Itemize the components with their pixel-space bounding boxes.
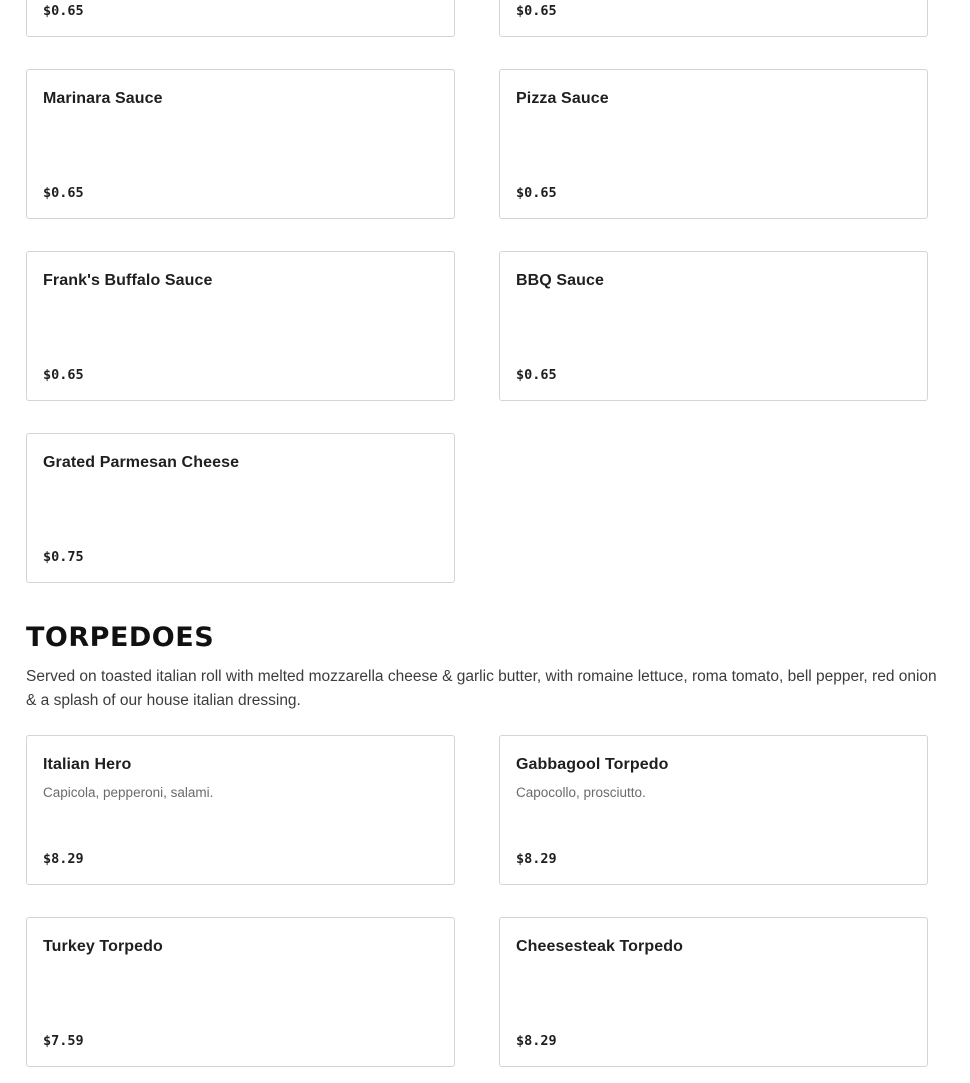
menu-item-name: Turkey Torpedo xyxy=(43,938,163,955)
menu-item-price: $7.59 xyxy=(43,1033,84,1049)
section-title: TORPEDOES xyxy=(26,622,215,653)
menu-item-name: Gabbagool Torpedo xyxy=(516,756,669,773)
menu-item-name: Pizza Sauce xyxy=(516,90,609,107)
menu-item-price: $0.65 xyxy=(43,367,84,383)
menu-item-card[interactable] xyxy=(26,917,455,1067)
menu-item-card[interactable] xyxy=(26,433,455,583)
menu-item-price: $0.65 xyxy=(43,185,84,201)
menu-item-card[interactable] xyxy=(499,917,928,1067)
menu-item-name: Frank's Buffalo Sauce xyxy=(43,272,213,289)
menu-item-price: $0.75 xyxy=(43,549,84,565)
menu-item-price: $0.65 xyxy=(516,3,557,19)
menu-item-card[interactable] xyxy=(26,69,455,219)
menu-item-card[interactable] xyxy=(26,251,455,401)
menu-item-name: BBQ Sauce xyxy=(516,272,605,289)
menu-item-card[interactable] xyxy=(499,251,928,401)
menu-item-card[interactable] xyxy=(499,69,928,219)
section-description: Served on toasted italian roll with melted mozzarella cheese & garlic butter, with romaine lettuce, roma tomato, bell pepper, red onion & a splash of our house italian dressing. xyxy=(26,668,937,709)
menu-item-name: Marinara Sauce xyxy=(43,90,163,107)
menu-item-price: $0.65 xyxy=(516,367,557,383)
menu-item-name: Grated Parmesan Cheese xyxy=(43,454,240,471)
menu-item-card[interactable] xyxy=(499,0,928,37)
menu-item-price: $8.29 xyxy=(43,851,84,867)
menu-item-price: $8.29 xyxy=(516,1033,557,1049)
menu-item-description: Capocollo, prosciutto. xyxy=(516,785,646,800)
menu-item-name: Cheesesteak Torpedo xyxy=(516,938,683,955)
menu-item-description: Capicola, pepperoni, salami. xyxy=(43,785,214,800)
menu-item-card[interactable] xyxy=(26,735,455,885)
menu-item-price: $0.65 xyxy=(43,3,84,19)
menu-item-card[interactable] xyxy=(26,0,455,37)
menu-item-card[interactable] xyxy=(499,735,928,885)
menu-item-price: $8.29 xyxy=(516,851,557,867)
menu-item-name: Italian Hero xyxy=(43,756,132,773)
menu-item-price: $0.65 xyxy=(516,185,557,201)
